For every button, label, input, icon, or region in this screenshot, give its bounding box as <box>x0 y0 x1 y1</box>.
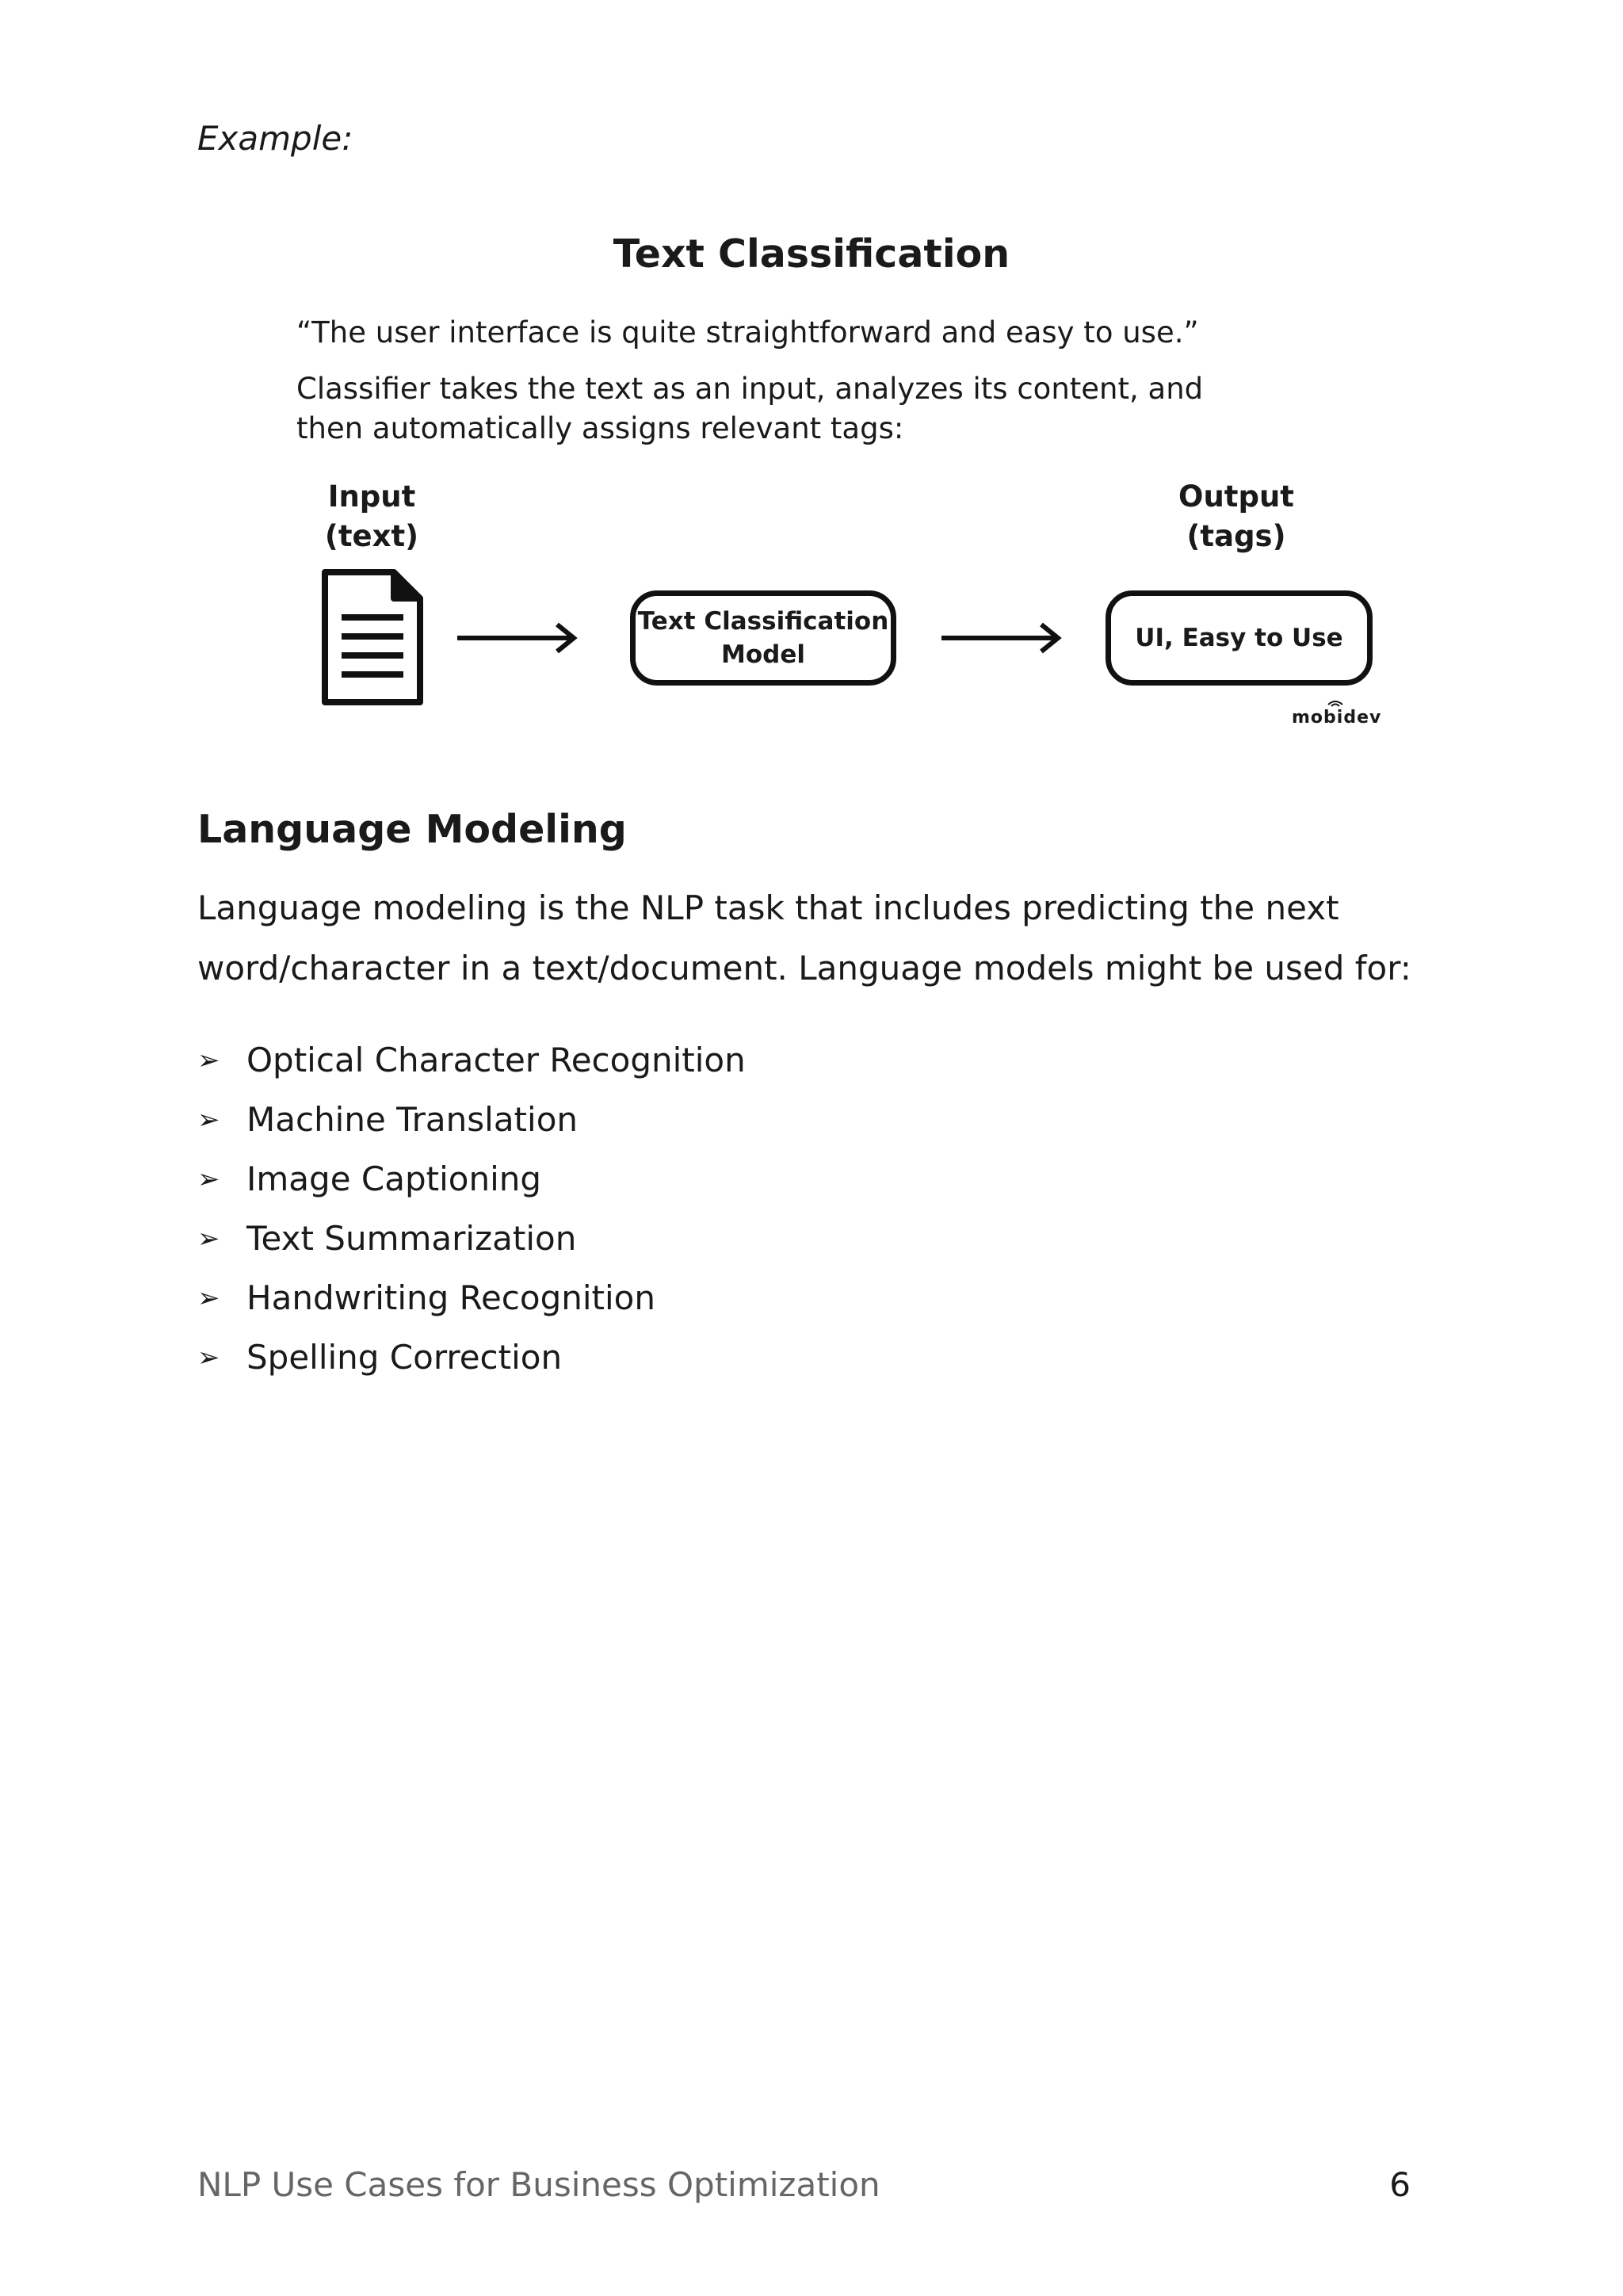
section-title: Language Modeling <box>197 807 627 852</box>
logo-text: mobidev <box>1292 708 1382 728</box>
model-box-line2: Model <box>720 640 805 669</box>
page-number: 6 <box>1389 2165 1411 2204</box>
input-label-line2: (text) <box>324 519 419 553</box>
bullet-arrow-icon: ➢ <box>197 1222 220 1255</box>
list-item-text: Handwriting Recognition <box>246 1278 655 1317</box>
arrow-right-icon <box>456 622 579 654</box>
bullet-arrow-icon: ➢ <box>197 1044 220 1076</box>
footer-title: NLP Use Cases for Business Optimization <box>197 2165 880 2204</box>
list-item <box>197 1090 746 1149</box>
example-label: Example: <box>197 119 353 158</box>
model-box <box>630 590 896 686</box>
list-item-text: Spelling Correction <box>246 1338 563 1377</box>
bullet-arrow-icon: ➢ <box>197 1341 220 1373</box>
list-item-text: Machine Translation <box>246 1100 579 1139</box>
list-item <box>197 1268 746 1328</box>
output-label-line2: (tags) <box>1186 519 1286 553</box>
output-label <box>1157 477 1316 556</box>
output-label-line1: Output <box>1178 479 1294 514</box>
figure-quote: “The user interface is quite straightforward and easy to use.” <box>296 315 1199 350</box>
list-item <box>197 1149 746 1209</box>
list-item-text: Text Summarization <box>246 1219 577 1258</box>
section-paragraph: Language modeling is the NLP task that includes predicting the next word/character in a text/document. Language models might be used for: <box>197 888 1411 988</box>
model-box-line1: Text Classification <box>637 607 889 636</box>
figure-title: Text Classification <box>613 231 1010 277</box>
use-case-list <box>197 1030 746 1387</box>
list-item <box>197 1209 746 1268</box>
input-label-line1: Input <box>327 479 416 514</box>
document-icon <box>321 568 424 706</box>
output-tags-box: UI, Easy to Use <box>1106 590 1373 686</box>
list-item-text: Optical Character Recognition <box>246 1041 746 1079</box>
list-item <box>197 1030 746 1090</box>
input-label <box>292 477 451 556</box>
arrow-right-icon <box>940 622 1063 654</box>
bullet-arrow-icon: ➢ <box>197 1163 220 1195</box>
bullet-arrow-icon: ➢ <box>197 1282 220 1314</box>
list-item <box>197 1328 746 1387</box>
list-item-text: Image Captioning <box>246 1159 542 1198</box>
mobidev-logo <box>1292 708 1382 728</box>
bullet-arrow-icon: ➢ <box>197 1103 220 1136</box>
figure-description: Classifier takes the text as an input, analyzes its content, and then automatically assigns relevant tags: <box>296 372 1204 445</box>
wifi-icon <box>1327 698 1344 708</box>
